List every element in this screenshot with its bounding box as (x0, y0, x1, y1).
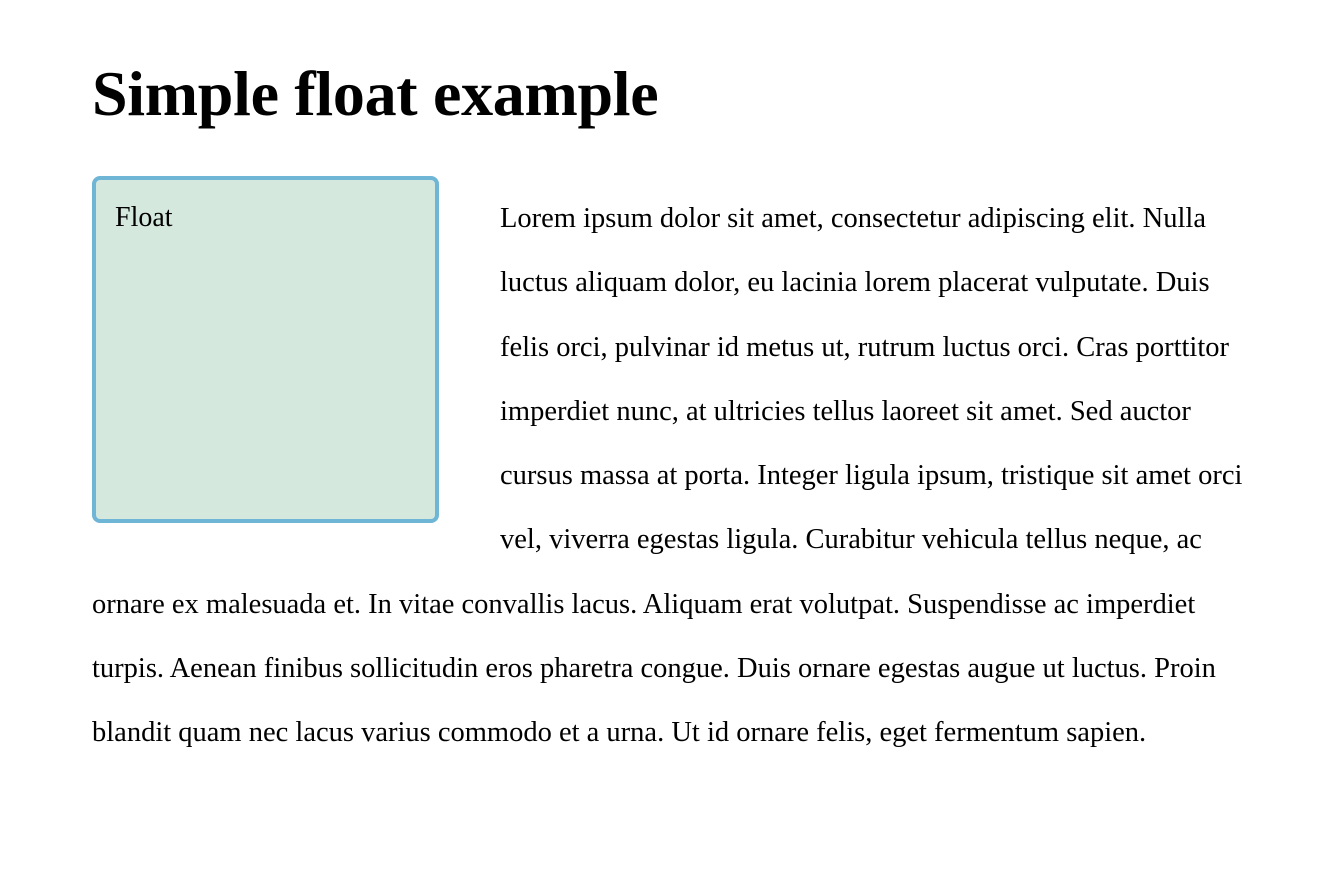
page-container (92, 0, 1252, 766)
float-box-label: Float (115, 202, 173, 233)
body-paragraph: Lorem ipsum dolor sit amet, consectetur adipiscing elit. Nulla luctus aliquam dolor, eu lacinia lorem placerat vulputate. Duis felis orci, pulvinar id metus ut, rutrum luctus orci. Cras porttitor imperdiet nunc, at ultricies tellus laoreet sit amet. Sed auctor cursus massa at porta. Integer ligula ipsum, tristique sit amet orci vel, viverra egestas ligula. Curabitur vehicula tellus neque, ac ornare ex malesuada et. In vitae convallis lacus. Aliquam erat volutpat. Suspendisse ac imperdiet turpis. Aenean finibus sollicitudin eros pharetra congue. Duis ornare egestas augue ut luctus. Proin blandit quam nec lacus varius commodo et a urna. Ut id ornare felis, eget fermentum sapien. (92, 203, 1243, 749)
float-section (92, 176, 1252, 766)
page-title: Simple float example (92, 58, 659, 129)
float-box (92, 176, 439, 523)
